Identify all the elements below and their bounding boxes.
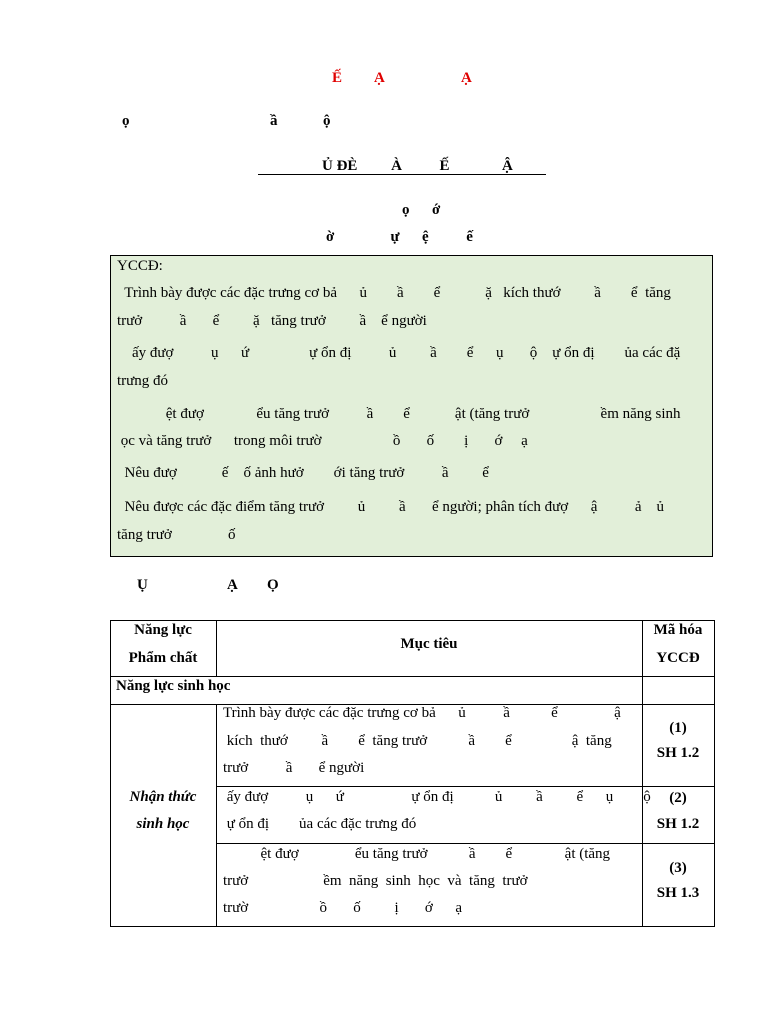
- yccd-line: Trình bày được các đặc trưng cơ bả ủ ầ ể ặ kích thướ ầ ể tăng: [117, 285, 671, 301]
- yccd-line: trưng đó: [117, 373, 169, 389]
- yccd-line: ọc và tăng trưở trong môi trườ ồ ố ị ớ ạ: [117, 433, 528, 449]
- yccd-line: Nêu đượ ế ố ảnh hưở ới tăng trưở ầ ể: [117, 465, 489, 481]
- yccd-line: tăng trưở ố: [117, 527, 236, 543]
- yccd-line: ệt đượ ểu tăng trưở ầ ể ật (tăng trưở ềm năng sinh: [117, 406, 681, 422]
- code-number: (1): [669, 720, 687, 736]
- objective-line: trưở ầ ể người: [223, 760, 365, 776]
- header-line2-a: ọ: [122, 113, 130, 129]
- section-char-c: Ọ: [267, 577, 279, 593]
- group-label: Năng lực sinh học: [116, 678, 231, 694]
- header-line2-c: ộ: [323, 113, 331, 129]
- objective-line: ự ổn đị ủa các đặc trưng đó: [223, 816, 417, 832]
- objective-line: trườ ồ ố ị ớ ạ: [223, 900, 462, 916]
- subtitle-1: ọ ớ: [402, 202, 441, 218]
- objective-line: kích thướ ầ ể tăng trưở ầ ể ậ tăng: [223, 733, 612, 749]
- objective-line: ệt đượ ểu tăng trưở ầ ể ật (tăng: [223, 846, 611, 862]
- header-char-2: Ạ: [374, 70, 385, 86]
- category-line2: sinh học: [136, 816, 190, 832]
- title-underline: [258, 174, 546, 175]
- yccd-label: YCCĐ:: [117, 258, 163, 274]
- section-char-b: Ạ: [227, 577, 238, 593]
- objective-line: ấy đượ ụ ứ ự ổn đị ủ ầ ể ụ ộ: [223, 789, 651, 805]
- header-code-line1: Mã hóa: [653, 622, 703, 638]
- code-value: SH 1.2: [656, 816, 700, 832]
- header-objectives: Mục tiêu: [400, 636, 458, 652]
- header-code-line2: YCCĐ: [656, 650, 700, 666]
- header-line2-b: ầ: [270, 113, 278, 129]
- code-number: (3): [669, 860, 687, 876]
- yccd-line: ấy đượ ụ ứ ự ổn đị ủ ầ ể ụ ộ ự ổn đị ủa các đặ: [117, 345, 681, 361]
- header-char-1: Ế: [332, 70, 343, 86]
- objective-line: trưở ềm năng sinh học và tăng trưở: [223, 873, 528, 889]
- header-char-3: Ạ: [461, 70, 472, 86]
- yccd-box: [110, 255, 713, 557]
- code-value: SH 1.2: [656, 745, 700, 761]
- doc-title: Ủ ĐÈ À Ế Ậ: [322, 158, 513, 174]
- yccd-line: Nêu được các đặc điểm tăng trưở ủ ầ ể người; phân tích đượ ậ ả ủ: [117, 499, 665, 515]
- code-value: SH 1.3: [656, 885, 700, 901]
- header-competency-line1: Năng lực: [134, 622, 192, 638]
- yccd-line: trưở ầ ể ặ tăng trưở ầ ể người: [117, 313, 427, 329]
- category-line1: Nhận thức: [129, 789, 197, 805]
- section-char-a: Ụ: [137, 577, 148, 593]
- header-competency-line2: Phẩm chất: [128, 650, 198, 666]
- objective-line: Trình bày được các đặc trưng cơ bả ủ ầ ể ậ: [223, 705, 621, 721]
- code-number: (2): [669, 790, 687, 806]
- subtitle-2: ờ ự ệ ế: [326, 229, 473, 245]
